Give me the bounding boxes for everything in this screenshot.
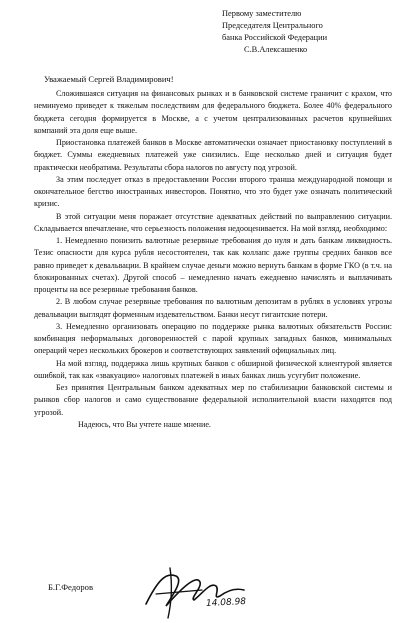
paragraph-situation: Сложившаяся ситуация на финансовых рынках и в банковской системе граничит с крахом, что неминуемо приведет к тяжелым последствиям для федерального бюджета. Более 40% федерального бюджета сегодня формируется в Москве, а с учетом централизованных расчетов крупнейших компаний эта доля еще выше. bbox=[34, 89, 392, 135]
addressee-line-3: банка Российской Федерации bbox=[222, 33, 328, 42]
signature-date: 14.08.98 bbox=[205, 596, 247, 610]
paragraph-payments: Приостановка платежей банков в Москве автоматически означает приостановку поступлений в бюджет. Суммы ежедневных платежей уже снизились. Еще несколько дней и ситуация будет практически необратима. Результаты сбора налогов по августу под угрозой. bbox=[34, 138, 392, 172]
signer-name: Б.Г.Федоров bbox=[48, 582, 94, 592]
salutation: Уважаемый Сергей Владимирович! bbox=[44, 74, 174, 84]
paragraph-necessary-actions: В этой ситуации меня поражает отсутствие адекватных действий по выправлению ситуации. Складывается впечатление, что серьезность положения недооценивается. На мой взгляд, необходимо: bbox=[34, 211, 392, 233]
paragraph-warning: Без принятия Центральным банком адекватных мер по стабилизации банковской системы и рынков сбор налогов и само существование федеральной исполнительной власти находятся под угрозой. bbox=[34, 383, 392, 417]
addressee-line-1: Первому заместителю bbox=[222, 9, 302, 18]
paragraph-measure-2: 2. В любом случае резервные требования по валютным депозитам в рублях в условиях угрозы девальвации выглядят форменным издевательством. Банки несут гигантские потери. bbox=[34, 297, 392, 319]
paragraph-measure-1: 1. Немедленно понизить валютные резервные требования до нуля и дать банкам ликвидность. Тезис опасности для курса рубля несостоятелен, так как коллапс даже группы средних банков все равно приведет к девальвации. В крайнем случае деньги можно вернуть банкам в форме ГКО (в т.ч. на блокированных счетах). Другой способ – немедленно начать ежедневно начислять и выплачивать проценты на все резервные требования банков. bbox=[34, 236, 392, 294]
addressee-line-2: Председателя Центрального bbox=[222, 21, 323, 30]
paragraph-opinion: На мой взгляд, поддержка лишь крупных банков с обширной физической клиентурой является ошибкой, так как «звакуацию» налоговых платежей в иных банках лишь усугубит положение. bbox=[34, 358, 392, 380]
addressee-name: С.В.Алексашенко bbox=[244, 45, 308, 54]
letter-body bbox=[34, 88, 392, 431]
handwritten-signature bbox=[136, 560, 256, 620]
closing-line: Надеюсь, что Вы учтете наше мнение. bbox=[78, 419, 211, 429]
paragraph-consequences: За этим последует отказ в предоставлении России второго транша международной помощи и окончательное бегство иностранных инвесторов. Понятно, что это будет уже означать политический кризис. bbox=[34, 174, 392, 209]
paragraph-measure-3: 3. Немедленно организовать операцию по поддержке рынка валютных обязательств России: комбинация неформальных договоренностей с парой крупных западных банков, минимальных операций через нескольких брокеров и соответствующих заявлений официальных лиц. bbox=[34, 321, 392, 356]
addressee-block bbox=[222, 8, 398, 56]
